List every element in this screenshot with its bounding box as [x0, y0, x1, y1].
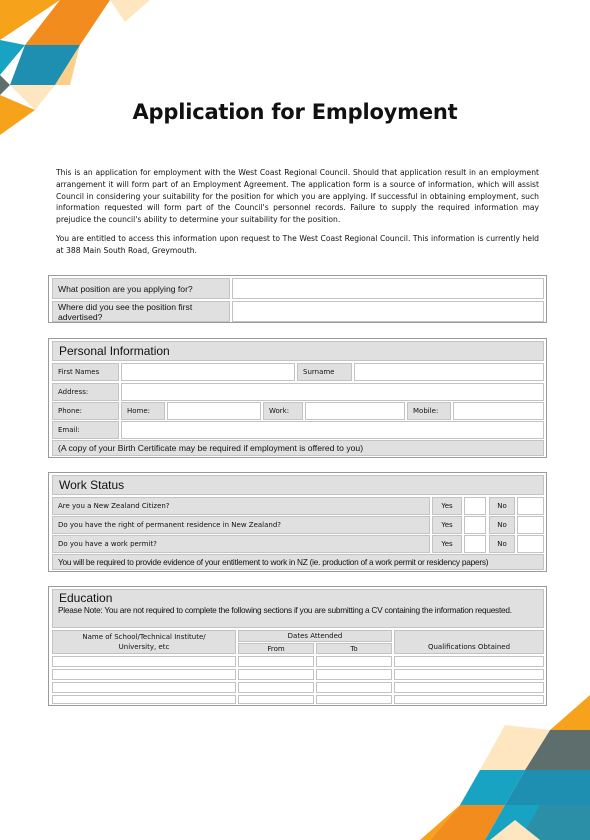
- address-label: Address:: [52, 383, 119, 401]
- position-section: [48, 275, 547, 323]
- permanent-residence-no-box[interactable]: [517, 516, 544, 534]
- nz-citizen-question: Are you a New Zealand Citizen?: [52, 497, 430, 515]
- phone-label: Phone:: [52, 402, 119, 420]
- email-label: Email:: [52, 421, 119, 439]
- work-entitlement-note: You will be required to provide evidence of your entitlement to work in NZ (ie. production of a work permit or residency papers): [52, 554, 544, 570]
- education-row-4-school[interactable]: [52, 695, 236, 704]
- school-column-header: Name of School/Technical Institute/ University, etc: [52, 630, 236, 654]
- work-phone-input[interactable]: [305, 402, 405, 420]
- education-row-4-qualifications[interactable]: [394, 695, 544, 704]
- permanent-residence-question: Do you have the right of permanent residence in New Zealand?: [52, 516, 430, 534]
- education-note: Please Note: You are not required to complete the following sections if you are submitting a CV containing the information requested.: [52, 605, 544, 628]
- education-row-1-to[interactable]: [316, 656, 392, 667]
- nz-citizen-no-label: No: [489, 497, 515, 515]
- personal-information-heading: Personal Information: [52, 341, 544, 361]
- education-row-2-from[interactable]: [238, 669, 314, 680]
- permanent-residence-no-label: No: [489, 516, 515, 534]
- nz-citizen-yes-box[interactable]: [464, 497, 486, 515]
- education-row-2-school[interactable]: [52, 669, 236, 680]
- education-section: [48, 586, 547, 706]
- surname-input[interactable]: [354, 363, 544, 381]
- birth-certificate-note: (A copy of your Birth Certificate may be required if employment is offered to you): [52, 440, 544, 456]
- work-permit-question: Do you have a work permit?: [52, 535, 430, 553]
- home-phone-label: Home:: [121, 402, 165, 420]
- access-paragraph: You are entitled to access this information upon request to The West Coast Regional Council. This information is currently held at 388 Main South Road, Greymouth.: [56, 234, 539, 255]
- surname-label: Surname: [297, 363, 352, 381]
- position-input[interactable]: [232, 278, 544, 299]
- intro-paragraph: This is an application for employment with the West Coast Regional Council. Should that application result in an employment arrangement it will form part of an Employment Agreement. The application form is a source of information, which will assist Council in considering your suitability for the position for which you are applying. If successful in obtaining employment, such information requested will form part of the Council's personnel records. Failure to supply the required information may prejudice the council's ability to determine your suitability for the position.: [56, 168, 539, 225]
- first-names-label: First Names: [52, 363, 119, 381]
- work-permit-yes-label: Yes: [432, 535, 462, 553]
- education-row-4-to[interactable]: [316, 695, 392, 704]
- work-status-section: [48, 472, 547, 572]
- qualifications-column-header: Qualifications Obtained: [394, 630, 544, 654]
- home-phone-input[interactable]: [167, 402, 261, 420]
- mobile-label: Mobile:: [407, 402, 451, 420]
- address-input[interactable]: [121, 383, 544, 401]
- work-permit-no-label: No: [489, 535, 515, 553]
- work-status-heading: Work Status: [52, 475, 544, 495]
- email-input[interactable]: [121, 421, 544, 439]
- personal-information-section: [48, 338, 547, 458]
- mobile-input[interactable]: [453, 402, 544, 420]
- nz-citizen-yes-label: Yes: [432, 497, 462, 515]
- education-row-2-to[interactable]: [316, 669, 392, 680]
- to-column-header: To: [316, 643, 392, 654]
- corner-decoration-bottom-right: [420, 695, 590, 840]
- education-row-3-school[interactable]: [52, 682, 236, 693]
- work-phone-label: Work:: [263, 402, 303, 420]
- education-row-1-from[interactable]: [238, 656, 314, 667]
- position-label: What position are you applying for?: [52, 278, 230, 299]
- permanent-residence-yes-box[interactable]: [464, 516, 486, 534]
- work-permit-yes-box[interactable]: [464, 535, 486, 553]
- education-row-3-to[interactable]: [316, 682, 392, 693]
- education-row-3-qualifications[interactable]: [394, 682, 544, 693]
- education-row-4-from[interactable]: [238, 695, 314, 704]
- work-permit-no-box[interactable]: [517, 535, 544, 553]
- nz-citizen-no-box[interactable]: [517, 497, 544, 515]
- from-column-header: From: [238, 643, 314, 654]
- advertised-input[interactable]: [232, 301, 544, 322]
- education-row-1-school[interactable]: [52, 656, 236, 667]
- dates-attended-header: Dates Attended: [238, 630, 392, 642]
- education-heading: Education: [52, 589, 544, 605]
- education-row-1-qualifications[interactable]: [394, 656, 544, 667]
- page-title: Application for Employment: [132, 100, 458, 124]
- education-row-3-from[interactable]: [238, 682, 314, 693]
- permanent-residence-yes-label: Yes: [432, 516, 462, 534]
- first-names-input[interactable]: [121, 363, 295, 381]
- education-row-2-qualifications[interactable]: [394, 669, 544, 680]
- advertised-label: Where did you see the position first advertised?: [52, 301, 230, 322]
